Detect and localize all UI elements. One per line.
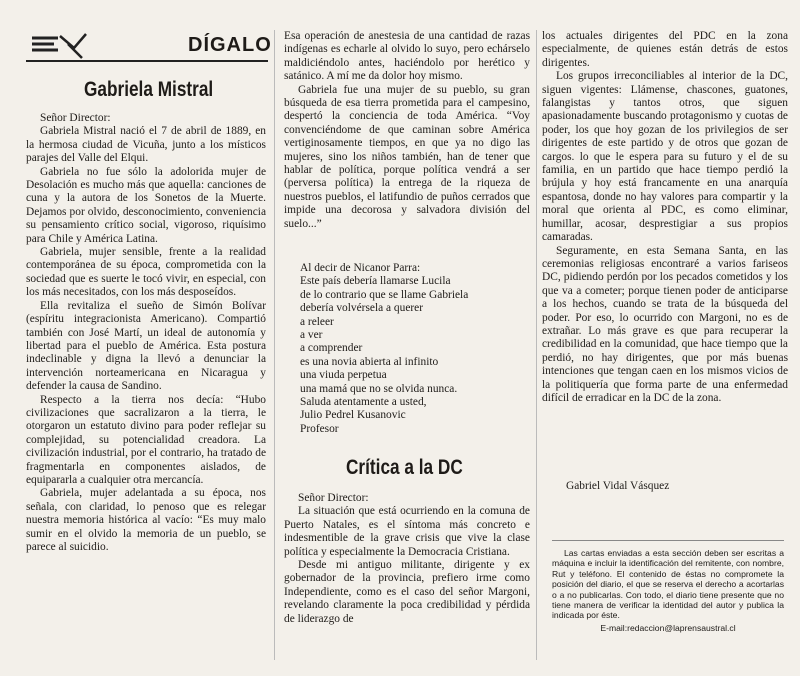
paragraph: Gabriela, mujer sensible, frente a la realidad contemporánea de su época, comprometida con la sociedad que es suerte le tocó vivir, en especial, con los más necesitados, con los más desposeídos. bbox=[26, 246, 266, 299]
signature-title: Profesor bbox=[300, 422, 339, 435]
paragraph: Respecto a la tierra nos decía: “Hubo civilizaciones que sacralizaron a la tierra, le otorgaron un estatuto divino para poder reflejar su complejidad, su potencialidad creadora. La civilización industrial, por el contrario, ha tratado de fragmentarla en componentes aislados, de equipararla a cualquier otra mercancía. bbox=[26, 393, 266, 486]
header-rule bbox=[26, 60, 268, 62]
notice-email: E-mail:redaccion@laprensaustral.cl bbox=[600, 622, 736, 633]
verse-line: a releer bbox=[300, 315, 334, 328]
section-title: DÍGALO bbox=[188, 34, 272, 56]
column-divider bbox=[536, 30, 537, 660]
letter-headline: Gabriela Mistral bbox=[84, 78, 214, 101]
speech-mark-logo-icon bbox=[28, 30, 88, 62]
editorial-notice bbox=[552, 548, 784, 633]
salutation: Señor Director: bbox=[40, 112, 111, 124]
verse-line: a ver bbox=[300, 329, 323, 342]
paragraph: Gabriela fue una mujer de su pueblo, su gran búsqueda de esa tierra prometida para el campesino, despertó la conciencia de toda América. “Voy convenciéndome de que caminan sobre América vertiginosamente tiempos, en que ya no digo las mujeres, sino los niños también, han de tener que hablar de política, porque política vendrá a ser (perversa política) la entrega de la riqueza de nuestros pueblos, el latifundio de puños cerrados que impide una decorosa y salvadora división del suelo...” bbox=[284, 83, 530, 230]
letter2-col2-body bbox=[284, 492, 530, 626]
verse-line: una viuda perpetua bbox=[300, 369, 387, 382]
verse-line: debería volvérsela a querer bbox=[300, 302, 424, 315]
paragraph: La situación que está ocurriendo en la comuna de Puerto Natales, es el síntoma más concreto e indesmentible de la grave crisis que vive la clase política y especialmente la Democracia Cristiana. bbox=[284, 505, 530, 558]
paragraph: Los grupos irreconciliables al interior de la DC, siguen vigentes: Llámense, chascones, guatones, falangistas y tantos otros, que siguen apasionadamente buscando protagonismo y cuotas de poder, los que hoy gozan de los privilegios de ser dirigentes de este partido y de otros que gozan de cargos. lo que le espera para su futuro y el de su familia, en un partido que hace tiempo perdió la brújula y hoy está francamente en una anarquía espantosa, donde no hay valores para compartir y la moral que orienta al PDC, es como eliminar, humillar, acosar, desprestigiar a sus propios camaradas. bbox=[542, 70, 788, 244]
letter-headline: Crítica a la DC bbox=[346, 456, 463, 479]
notice-text: Las cartas enviadas a esta sección deben ser escritas a máquina e incluir la identificación del remitente, con nombre, Rut y teléfono. El contenido de éstas no compromete la posición del diario, el que se reserva el derecho a acortarlas o a no publicarlas. Con todo, el diario tiene presente que no tiene manera de verificar la identidad del autor y publica la indicada por éste. bbox=[552, 548, 784, 621]
letter1-col1-body bbox=[26, 112, 266, 554]
paragraph: Desde mi antiguo militante, dirigente y ex gobernador de la provincia, prefiero irme como Independiente, como es el caso del señor Margoni, revelando claramente la poca credibilidad y pérdida de liderazgo de bbox=[284, 559, 530, 625]
verse-line: Al decir de Nicanor Parra: bbox=[300, 262, 421, 274]
verse-line: es una novia abierta al infinito bbox=[300, 355, 439, 368]
paragraph: Seguramente, en esta Semana Santa, en las ceremonias religiosas encontraré a varios fariseos DC, pidiendo perdón por los pecados cometidos y los que va a cometer; porque tienen poder de anticiparse a los hechos, cuando se trata de la búsqueda del poder. Por eso, lo ocurrido con Margoni, no es de extrañar. Lo más grave es que para recuperar la credibilidad en la comunidad, que hace tiempo que la perdió, no hay dirigentes, que por más buenas intenciones que tengan caen en los mismos vicios de la politiquería que forma parte de una enfermedad difícil de erradicar en la DC de la zona. bbox=[542, 244, 788, 404]
verse-line: Este país debería llamarse Lucila bbox=[300, 275, 451, 288]
paragraph: Gabriela no fue sólo la adolorida mujer de Desolación es mucho más que aquella: canciones de cuna y la autora de los Sonetos de la Muerte. Dejamos por olvido, desconocimiento, conveniencia su pensamiento crítico social, vigoroso, riquísimo para Chile y América Latina. bbox=[26, 165, 266, 245]
column-divider bbox=[274, 30, 275, 660]
notice-rule bbox=[552, 540, 784, 541]
verse-line: a comprender bbox=[300, 342, 363, 355]
paragraph: Gabriela Mistral nació el 7 de abril de 1889, en la hermosa ciudad de Vicuña, junto a los místicos parajes del Valle del Elqui. bbox=[26, 125, 266, 165]
paragraph: los actuales dirigentes del PDC en la zona especialmente, de quienes están detrás de estos dirigentes. bbox=[542, 30, 788, 69]
paragraph: Esa operación de anestesia de una cantidad de razas indígenas es echarle al olvido lo suyo, pero echárselo maldiciéndolo antes, haciéndolo por herético y satánico. A mí me da dolor hoy mismo. bbox=[284, 30, 530, 83]
paragraph: Ella revitaliza el sueño de Simón Bolívar (espíritu integracionista Americano). Compartió también con José Martí, un ideal de autonomía y libertad para el pueblo de América. Esta postura indeclinable y digna la llevó a denunciar la intervención norteamericana en Nicaragua y defender la causa de Sandino. bbox=[26, 299, 266, 393]
salutation: Señor Director: bbox=[298, 492, 369, 504]
verse-line: de lo contrario que se llame Gabriela bbox=[300, 288, 469, 301]
signature: Gabriel Vidal Vásquez bbox=[566, 480, 670, 492]
signature: Julio Pedrel Kusanovic bbox=[300, 409, 406, 422]
verse-line: una mamá que no se olvida nunca. bbox=[300, 382, 458, 395]
poem-quote bbox=[300, 262, 468, 436]
letter1-col2-body bbox=[284, 30, 530, 231]
verse-line: Saluda atentamente a usted, bbox=[300, 396, 427, 409]
paragraph: Gabriela, mujer adelantada a su época, nos señala, con claridad, lo penoso que es relegar nuestra memoria histórica al vacío: “Es muy malo sumir en el olvido la memoria de un pueblo, se parece al suicidio. bbox=[26, 487, 266, 553]
letter2-col3-body bbox=[542, 30, 788, 405]
